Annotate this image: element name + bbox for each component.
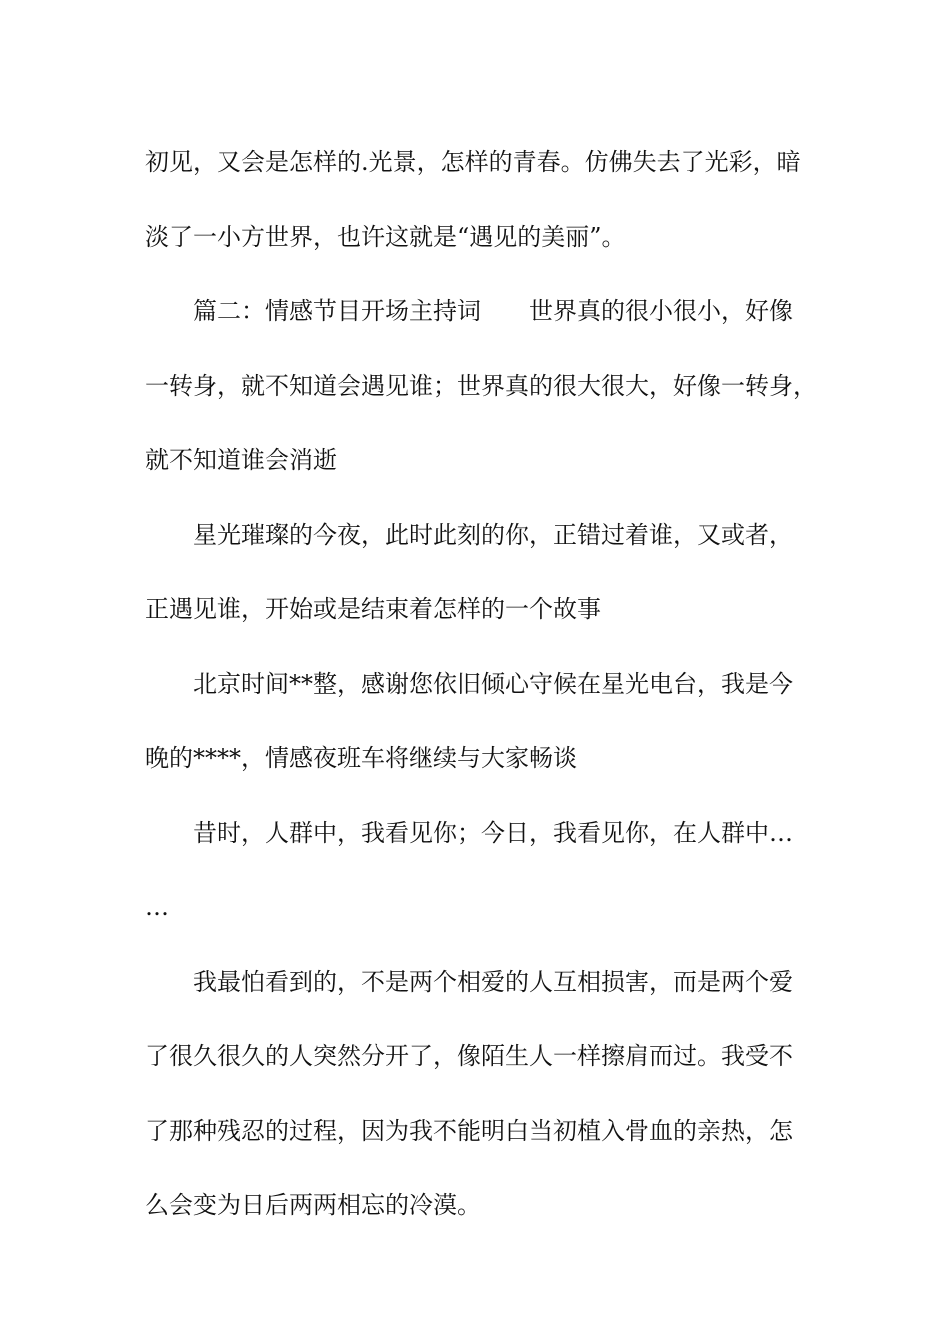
paragraph-6-line-4: 么会变为日后两两相忘的冷漠。 [145, 1191, 481, 1219]
paragraph-2-line-3: 就不知道谁会消逝 [145, 446, 337, 474]
paragraph-6-line-2: 了很久很久的人突然分开了，像陌生人一样擦肩而过。我受不 [145, 1042, 793, 1070]
paragraph-5-line-2: … [145, 893, 169, 921]
paragraph-5-line-1: 昔时，人群中，我看见你；今日，我看见你，在人群中… [193, 818, 793, 847]
paragraph-3-line-1: 星光璀璨的今夜，此时此刻的你，正错过着谁，又或者， [193, 520, 793, 549]
paragraph-1-line-2: 淡了一小方世界，也许这就是“遇见的美丽”。 [145, 222, 626, 251]
paragraph-4-line-1: 北京时间**整，感谢您依旧倾心守候在星光电台，我是今 [193, 669, 793, 698]
paragraph-1-line-1: 初见，又会是怎样的.光景，怎样的青春。仿佛失去了光彩，暗 [145, 148, 801, 176]
paragraph-6-line-3: 了那种残忍的过程，因为我不能明白当初植入骨血的亲热，怎 [145, 1116, 793, 1145]
paragraph-6-line-1: 我最怕看到的，不是两个相爱的人互相损害，而是两个爱 [193, 967, 793, 996]
paragraph-3-line-2: 正遇见谁，开始或是结束着怎样的一个故事 [145, 595, 601, 623]
paragraph-2-line-1: 篇二：情感节目开场主持词 世界真的很小很小，好像 [193, 297, 793, 325]
paragraph-2-line-2: 一转身，就不知道会遇见谁；世界真的很大很大，好像一转身， [145, 371, 817, 400]
paragraph-4-line-2: 晚的****，情感夜班车将继续与大家畅谈 [145, 744, 577, 772]
document-body [145, 125, 825, 1243]
